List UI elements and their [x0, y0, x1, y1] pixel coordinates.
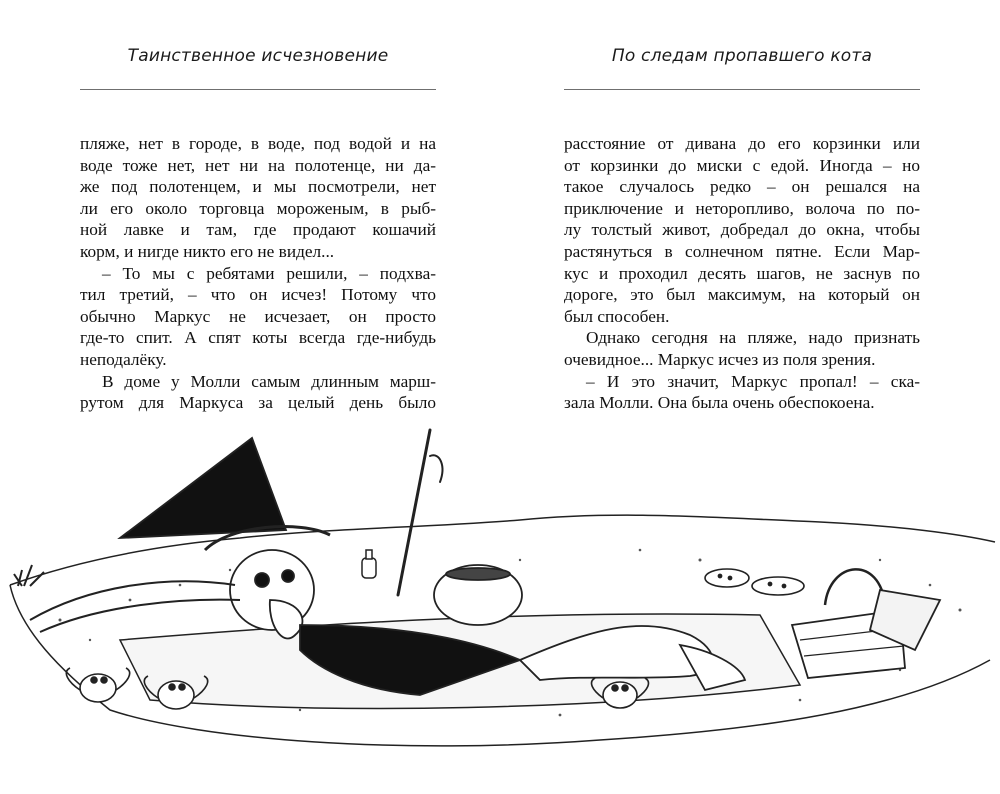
text-line: дороге, это был максимум, на который он — [564, 285, 920, 305]
header-rule-right — [564, 89, 920, 90]
text-line: тил третий, – что он исчез! Потому что — [80, 285, 436, 305]
text-line: растянуться в солнечном пятне. Если Мар- — [564, 241, 920, 261]
text-line: Однако сегодня на пляже, надо признать — [586, 328, 920, 348]
text-line: воде тоже нет, нет ни на полотенце, ни да- — [80, 155, 436, 175]
bottle-icon — [362, 550, 376, 578]
sandals-icon — [705, 569, 804, 595]
text-line: пляже, нет в городе, в воде, под водой и на — [80, 134, 436, 153]
text-line: рутом для Маркуса за целый день было — [80, 393, 436, 413]
header-rule-left — [80, 89, 436, 90]
text-line: корм, и нигде никто его не видел... — [80, 241, 335, 261]
text-line: такое случалось редко – он решался на — [564, 177, 920, 197]
right-page-text — [564, 133, 920, 414]
broom-icon — [398, 430, 442, 595]
text-line: ли его около торговца мороженым, в рыб- — [80, 198, 436, 218]
text-line: обычно Маркус не исчезает, он просто — [80, 306, 436, 326]
left-page-text — [80, 133, 436, 414]
basket-icon — [792, 569, 940, 678]
text-line: кус и проходил десять шагов, не заснув по — [564, 263, 920, 283]
text-line: В доме у Молли самым длинным марш- — [102, 371, 436, 391]
text-line: приключение и неторопливо, волоча по по- — [564, 198, 920, 218]
text-line: ной лавке и там, где продают кошачий — [80, 220, 436, 240]
beach-illustration — [0, 410, 1000, 794]
text-line: же под полотенцем, и мы посмотрели, нет — [80, 177, 436, 197]
text-line: где-то спит. А спят коты всегда где-нибудь — [80, 328, 436, 348]
running-head-left: Таинственное исчезновение — [127, 46, 389, 66]
text-line: – То мы с ребятами решили, – подхва- — [102, 263, 436, 283]
text-line: очевидное... Маркус исчез из поля зрения. — [564, 349, 876, 369]
text-line: – И это значит, Маркус пропал! – ска- — [586, 371, 920, 391]
text-line: неподалёку. — [80, 349, 167, 369]
text-line: был способен. — [564, 306, 670, 326]
running-head-right: По следам пропавшего кота — [611, 46, 873, 66]
text-line: зала Молли. Она была очень обеспокоена. — [564, 393, 875, 413]
text-line: расстояние от дивана до его корзинки или — [564, 134, 920, 153]
fishbowl-icon — [434, 565, 522, 625]
text-line: лу толстый живот, добредал до окна, чтобы — [564, 220, 920, 240]
text-line: от корзинки до миски с едой. Иногда – но — [564, 155, 920, 175]
grass-icon — [14, 565, 44, 586]
